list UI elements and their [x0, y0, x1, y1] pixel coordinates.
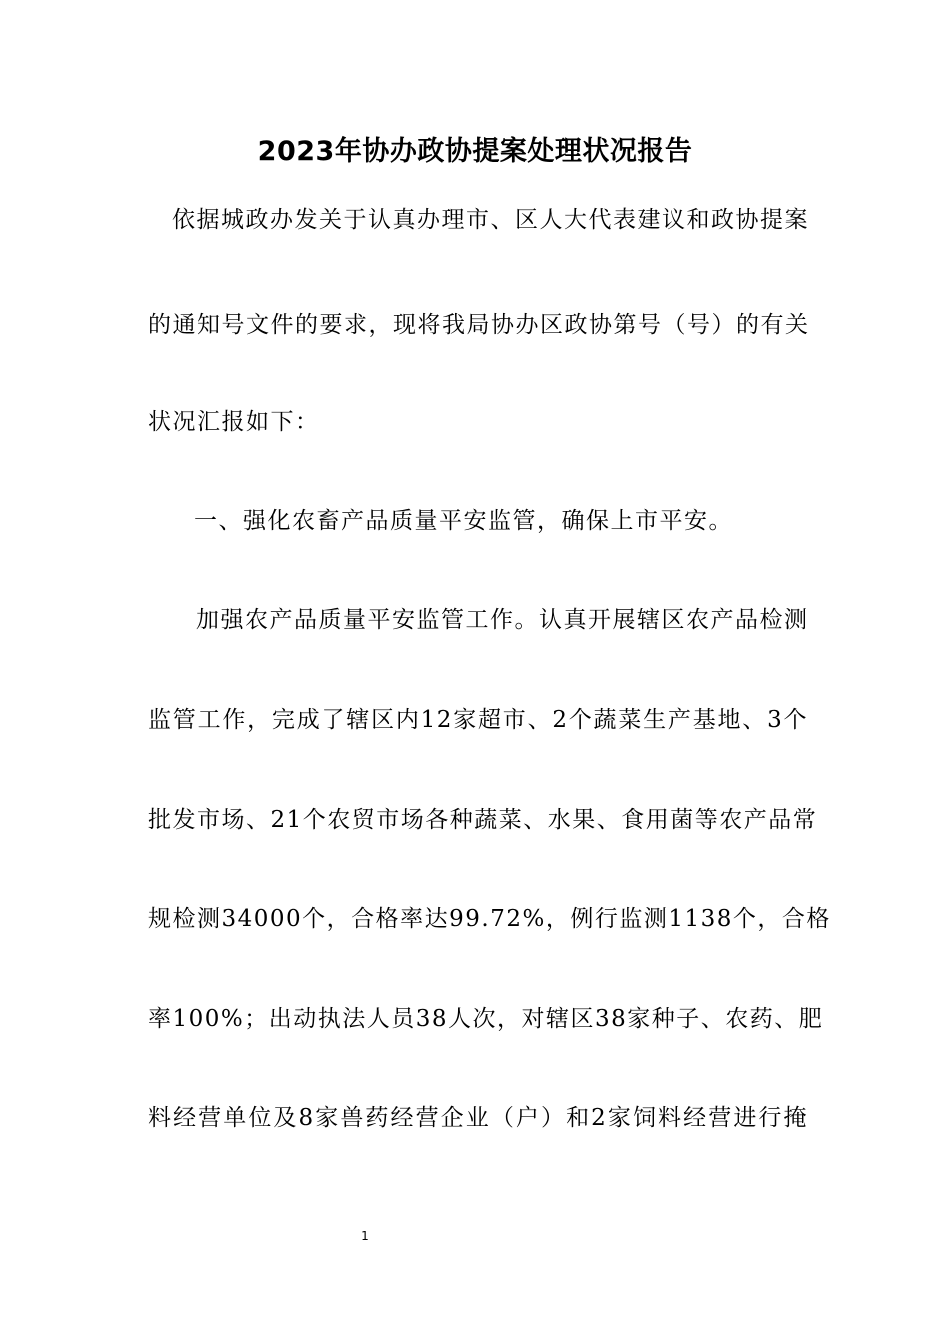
paragraph-line: 依据城政办发关于认真办理市、区人大代表建议和政协提案: [172, 207, 809, 233]
paragraph-line: 加强农产品质量平安监管工作。认真开展辖区农产品检测: [196, 607, 809, 633]
paragraph-line: 规检测34000个，合格率达99.72%，例行监测1138个，合格: [148, 906, 831, 932]
paragraph-line: 率100%；出动执法人员38人次，对辖区38家种子、农药、肥: [148, 1006, 824, 1032]
document-title: 2023年协办政协提案处理状况报告: [257, 136, 693, 167]
paragraph-line: 料经营单位及8家兽药经营企业（户）和2家饲料经营进行掩: [148, 1105, 808, 1131]
paragraph-line: 的通知号文件的要求，现将我局协办区政协第号（号）的有关: [148, 312, 810, 338]
section-heading: 一、强化农畜产品质量平安监管，确保上市平安。: [194, 508, 733, 534]
paragraph-line: 批发市场、21个农贸市场各种蔬菜、水果、食用菌等农产品常: [148, 807, 818, 833]
paragraph-line: 监管工作，完成了辖区内12家超市、2个蔬菜生产基地、3个: [148, 707, 808, 733]
page-number: 1: [361, 1229, 369, 1243]
paragraph-line: 状况汇报如下：: [148, 409, 320, 435]
